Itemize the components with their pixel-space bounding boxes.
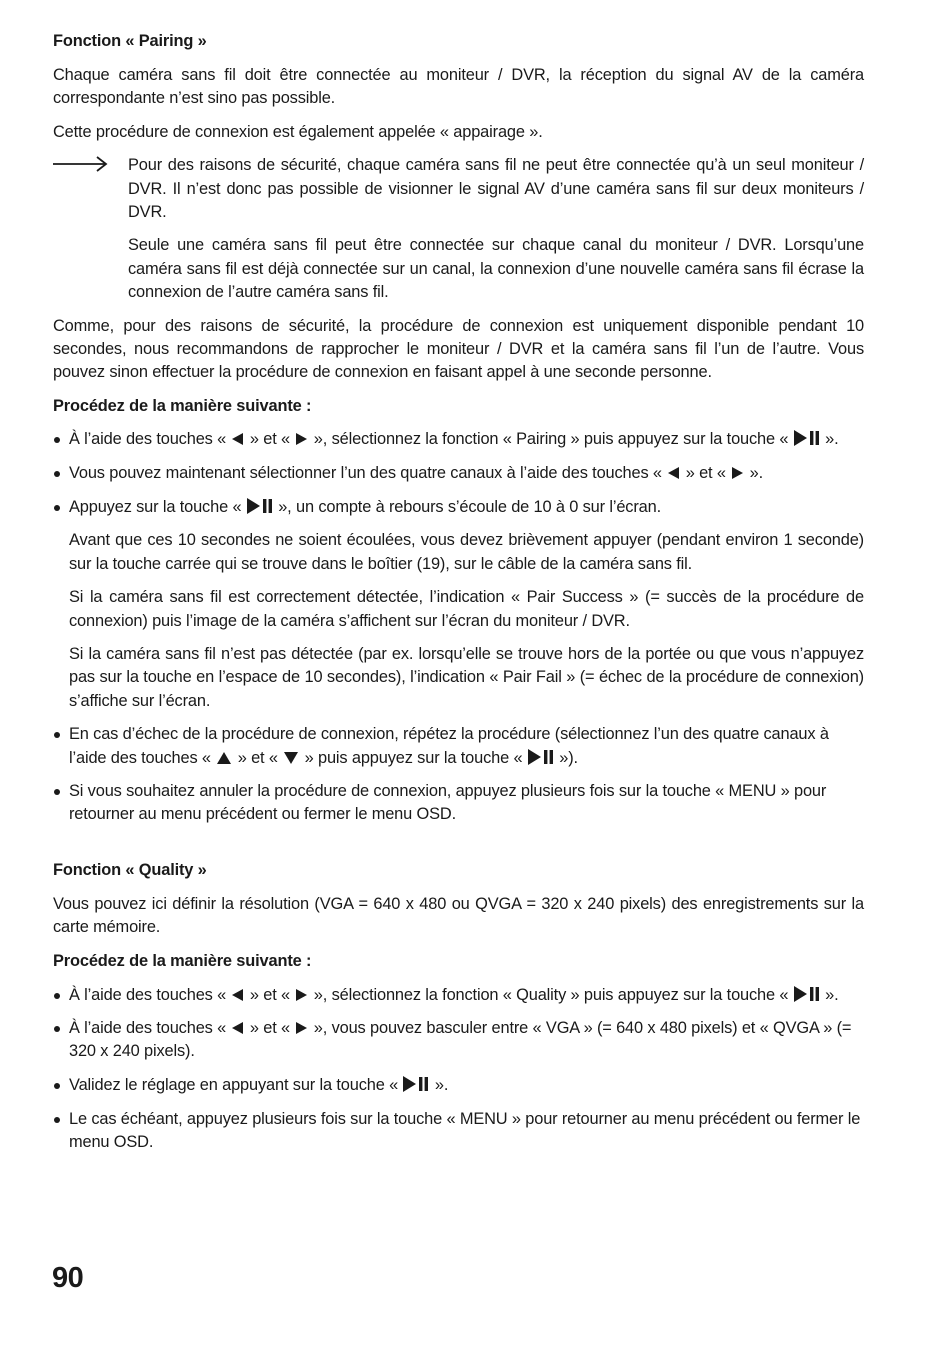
play-pause-icon [247,498,273,514]
quality-step-4: Le cas échéant, appuyez plusieurs fois sur la touche « MENU » pour retourner au menu précédent ou fermer le menu OSD. [53,1108,864,1154]
page-number: 90 [52,1262,84,1294]
quality-step-3: Validez le réglage en appuyant sur la touche « ». [53,1074,864,1097]
play-pause-icon [794,986,820,1002]
pairing-steps-cont [53,723,864,826]
pairing-detail-2: Si la caméra sans fil est correctement détectée, l’indication « Pair Success » (= succès de la procédure de connexion) puis l’image de la caméra s’affichent sur l’écran du moniteur / DVR. [69,588,864,630]
left-triangle-icon [231,1021,244,1035]
play-pause-icon [794,430,820,446]
page-content [53,30,864,1165]
pairing-intro: Chaque caméra sans fil doit être connectée au moniteur / DVR, la réception du signal AV de la caméra correspondante n’est sino pas possible. [53,65,864,107]
pairing-step-4: En cas d’échec de la procédure de connexion, répétez la procédure (sélectionnez l’un des quatre canaux à l’aide des touches « » et « » puis appuyez sur la touche « »). [53,723,864,769]
quality-intro: Vous pouvez ici définir la résolution (VGA = 640 x 480 ou QVGA = 320 x 240 pixels) des enregistrements sur la carte mémoire. [53,894,864,937]
right-triangle-icon [295,988,308,1002]
play-pause-icon [403,1076,429,1092]
note-body [128,154,864,304]
down-triangle-icon [283,751,299,765]
section-title-pairing: Fonction « Pairing » [53,32,207,50]
play-pause-icon [528,749,554,765]
procedure-heading-pairing: Procédez de la manière suivante : [53,396,312,415]
note-arrow-icon [53,154,128,177]
note-paragraph-1: Pour des raisons de sécurité, chaque caméra sans fil ne peut être connectée qu’à un seul moniteur / DVR. Il n’est donc pas possible de visionner le signal AV d’une caméra sans fil sur deux moniteurs / DVR. [128,156,864,221]
left-triangle-icon [231,988,244,1002]
pairing-detail-1: Avant que ces 10 secondes ne soient écoulées, vous devez brièvement appuyer (pendant environ 1 seconde) sur la touche carrée qui se trouve dans le boîtier (19), sur le câble de la caméra sans fil. [69,531,864,573]
quality-step-1: À l’aide des touches « » et « », sélectionnez la fonction « Quality » puis appuyez sur la touche « ». [53,984,864,1007]
up-triangle-icon [216,751,232,765]
procedure-heading-quality: Procédez de la manière suivante : [53,951,312,970]
pairing-step-1: À l’aide des touches « » et « », sélectionnez la fonction « Pairing » puis appuyez sur la touche « ». [53,428,864,451]
quality-step-2: À l’aide des touches « » et « », vous pouvez basculer entre « VGA » (= 640 x 480 pixels) et « QVGA » (= 320 x 240 pixels). [53,1017,864,1063]
section-title-quality: Fonction « Quality » [53,861,207,880]
pairing-step-5: Si vous souhaitez annuler la procédure de connexion, appuyez plusieurs fois sur la touche « MENU » pour retourner au menu précédent ou fermer le menu OSD. [53,780,864,826]
left-triangle-icon [667,466,680,480]
quality-steps [53,984,864,1155]
right-triangle-icon [295,1021,308,1035]
security-paragraph: Comme, pour des raisons de sécurité, la procédure de connexion est uniquement disponible pendant 10 secondes, nous recommandons de rapprocher le moniteur / DVR et la caméra sans fil l’un de l’autre. Vous pouvez sinon effectuer la procédure de connexion en faisant appel à une seconde personne. [53,316,864,381]
pairing-steps [53,428,864,519]
pairing-step-2: Vous pouvez maintenant sélectionner l’un des quatre canaux à l’aide des touches « » et « ». [53,462,864,485]
security-note [53,154,864,304]
pairing-step-3: Appuyez sur la touche « », un compte à rebours s’écoule de 10 à 0 sur l’écran. [53,496,864,519]
left-triangle-icon [231,432,244,446]
right-triangle-icon [731,466,744,480]
pairing-detail-3: Si la caméra sans fil n’est pas détectée (par ex. lorsqu’elle se trouve hors de la portée ou que vous n’appuyez pas sur la touche en l’espace de 10 secondes), l’indication « Pair Fail » (= échec de la procédure de connexion) s’affiche sur l’écran. [69,645,864,710]
note-paragraph-2: Seule une caméra sans fil peut être connectée sur chaque canal du moniteur / DVR. Lorsqu’une caméra sans fil est déjà connectée sur un canal, la connexion d’une nouvelle caméra sans fil écrase la connexion de l’autre caméra sans fil. [128,236,864,301]
right-triangle-icon [295,432,308,446]
pairing-also-called: Cette procédure de connexion est également appelée « appairage ». [53,122,543,141]
